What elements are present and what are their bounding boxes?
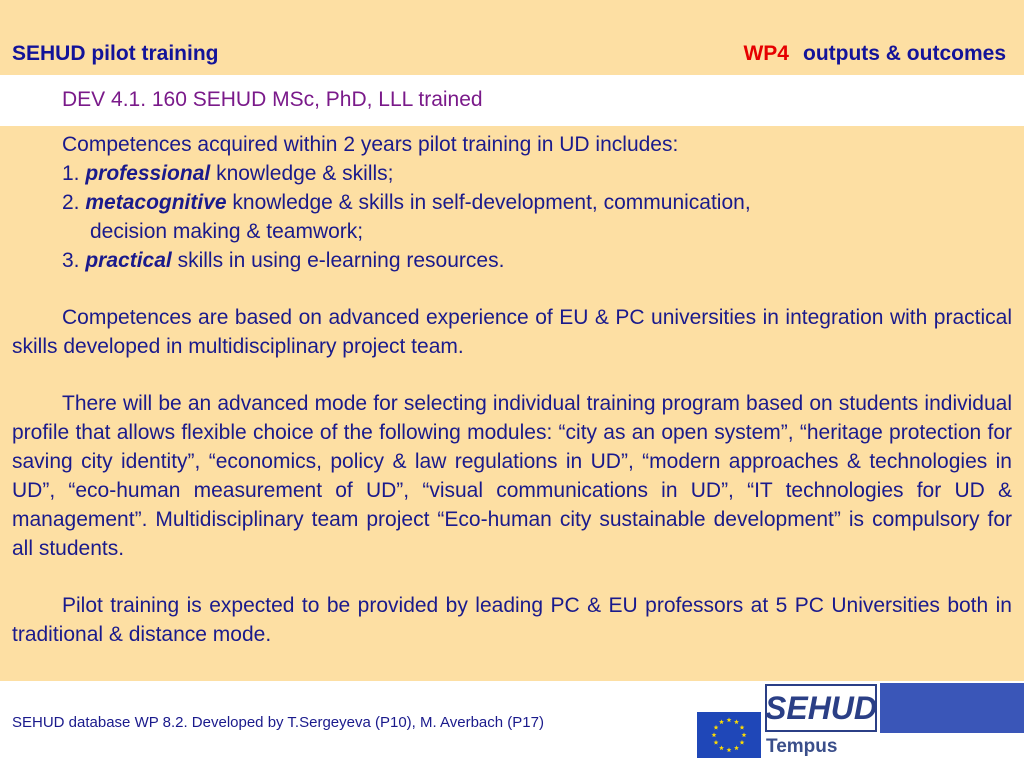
paragraph-modules: There will be an advanced mode for selecting individual training program based on students individual profile that allows flexible choice of the following modules: “city as an open system”, “heritage protection for saving city identity”, “economics, policy & law regulations in UD”, “modern approaches & technologies in UD”, “eco-human measurement of UD”, “visual communications in UD”, “IT technologies for UD & management”. Multidisciplinary team project “Eco-human city sustainable development” is compulsory for all students.	[12, 392, 1012, 560]
item-keyword: practical	[85, 249, 172, 272]
subtitle-band	[0, 75, 1024, 126]
slide-subtitle: DEV 4.1. 160 SEHUD MSc, PhD, LLL trained	[62, 88, 483, 111]
sehud-logo-text: SEHUD	[765, 690, 877, 726]
slide-content	[12, 130, 1012, 649]
paragraph-pilot-training: Pilot training is expected to be provided by leading PC & EU professors at 5 PC Universities both in traditional & distance mode.	[12, 594, 1012, 646]
competence-item-2	[12, 188, 1012, 217]
spacer	[12, 275, 1012, 303]
item-text: skills in using e-learning resources.	[171, 249, 505, 272]
item-number: 2.	[62, 191, 80, 214]
slide-title: SEHUD pilot training	[12, 42, 219, 65]
item-keyword: professional	[85, 162, 211, 185]
slide-header-right	[743, 42, 1006, 66]
item-number: 1.	[62, 162, 80, 185]
wp-text: outputs & outcomes	[803, 42, 1006, 65]
spacer	[12, 563, 1012, 591]
competence-item-2-continued: decision making & teamwork;	[90, 220, 364, 243]
spacer	[12, 361, 1012, 389]
sehud-logo	[765, 684, 877, 732]
decorative-blue-block	[880, 683, 1024, 733]
eu-flag-icon	[697, 712, 761, 758]
tempus-label: Tempus	[766, 736, 838, 757]
item-number: 3.	[62, 249, 80, 272]
wp-label: WP4	[743, 42, 789, 65]
item-keyword: metacognitive	[85, 191, 227, 214]
competences-intro: Competences acquired within 2 years pilot training in UD includes:	[62, 133, 679, 156]
footer-credit: SEHUD database WP 8.2. Developed by T.Sergeyeva (P10), M. Averbach (P17)	[12, 714, 544, 731]
item-text: knowledge & skills in self-development, communication,	[226, 191, 751, 214]
competence-item-3	[12, 246, 1012, 275]
item-text: knowledge & skills;	[210, 162, 394, 185]
paragraph-experience: Competences are based on advanced experience of EU & PC universities in integration with practical skills developed in multidisciplinary project team.	[12, 306, 1012, 358]
competence-item-1	[12, 159, 1012, 188]
